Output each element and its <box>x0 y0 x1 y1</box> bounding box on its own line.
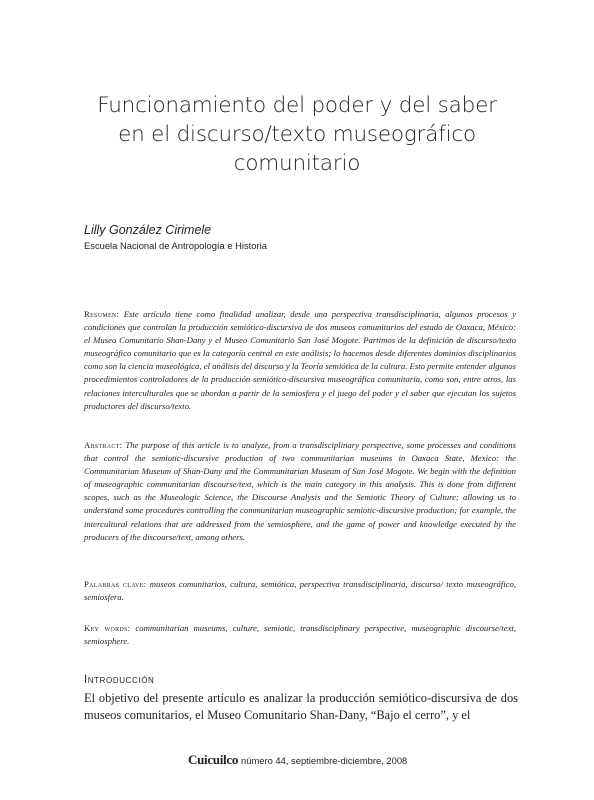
key-words-block <box>84 622 516 648</box>
title-line: comunitario <box>233 151 361 176</box>
palabras-clave-text: museos comunitarios, cultura, semiótica, perspectiva transdisciplinaria, discurso/ texto museográfico, semiosfera. <box>84 579 516 603</box>
resumen-label: Resumen: <box>84 309 120 319</box>
key-words-label: Key words: <box>84 623 131 633</box>
resumen-block <box>84 308 516 413</box>
author-affiliation: Escuela Nacional de Antropología e Historia <box>84 240 267 251</box>
page-footer <box>188 752 407 768</box>
key-words-text: communitarian museums, culture, semiotic, transdisciplinary perspective, museographic discourse/text, semiosphere. <box>84 623 517 647</box>
article-title <box>80 91 514 178</box>
palabras-clave-block <box>84 578 516 604</box>
author-name: Lilly González Cirimele <box>84 223 212 237</box>
resumen-text: Este artículo tiene como finalidad analizar, desde una perspectiva transdisciplinaria, algunos procesos y condiciones que controlan la producción semiótico-discursiva de dos museos comunitarios del estado de Oaxaca, México: el Museo Comunitario Shan-Dany y el Museo Comunitario San José Mogote. Partimos de la definición de discurso/texto museográfico comunitario que es la categoría central en este análisis; lo hacemos desde diferentes dominios disciplinarios como son la ciencia museológica, el análisis del discurso y la Teoría semiótica de la cultura. Esto permite entender algunos procedimientos controladores de la producción semiótico-discursiva museográfica comunitaria, como son, entre otros, las relaciones interculturales que se abordan a partir de la semiosfera y el juego del poder y el saber que ejecutan los sujetos productores del discurso/texto. <box>84 309 516 411</box>
abstract-label: Abstract: <box>84 440 123 450</box>
abstract-block <box>84 439 516 544</box>
abstract-text: The purpose of this article is to analyze, from a transdisciplinary perspective, some processes and conditions that control the semiotic-discursive production of two communitarian museums in Oaxaca State, Mexico: the Communitarian Museum of Shan-Dany and the Communitarian Museum of San José Mogote. We begin with the definition of museographic communitarian discourse/text, which is the main category in this analysis. This is done from different scopes, such as the Museologic Science, the Discourse Analysis and the Semiotic Theory of Culture; allowing us to understand some procedures controlling the communitarian museographic semiotic-discursive production; for example, the intercultural relations that are addressed from the semiosphere, and the game of power and knowledge executed by the producers of the discourse/text, among others. <box>84 440 516 542</box>
intro-paragraph: El objetivo del presente artículo es analizar la producción semiótico-discursiva de dos museos comunitarios, el Museo Comunitario Shan-Dany, “Bajo el cerro”, y el <box>84 691 518 722</box>
title-line: en el discurso/texto museográfico <box>118 122 476 147</box>
issue-info: número 44, septiembre-diciembre, 2008 <box>241 755 408 766</box>
section-heading: Introducción <box>84 674 155 686</box>
journal-logo: Cuicuilco <box>188 752 239 767</box>
title-line: Funcionamiento del poder y del saber <box>97 93 497 118</box>
palabras-clave-label: Palabras clave: <box>84 579 147 589</box>
